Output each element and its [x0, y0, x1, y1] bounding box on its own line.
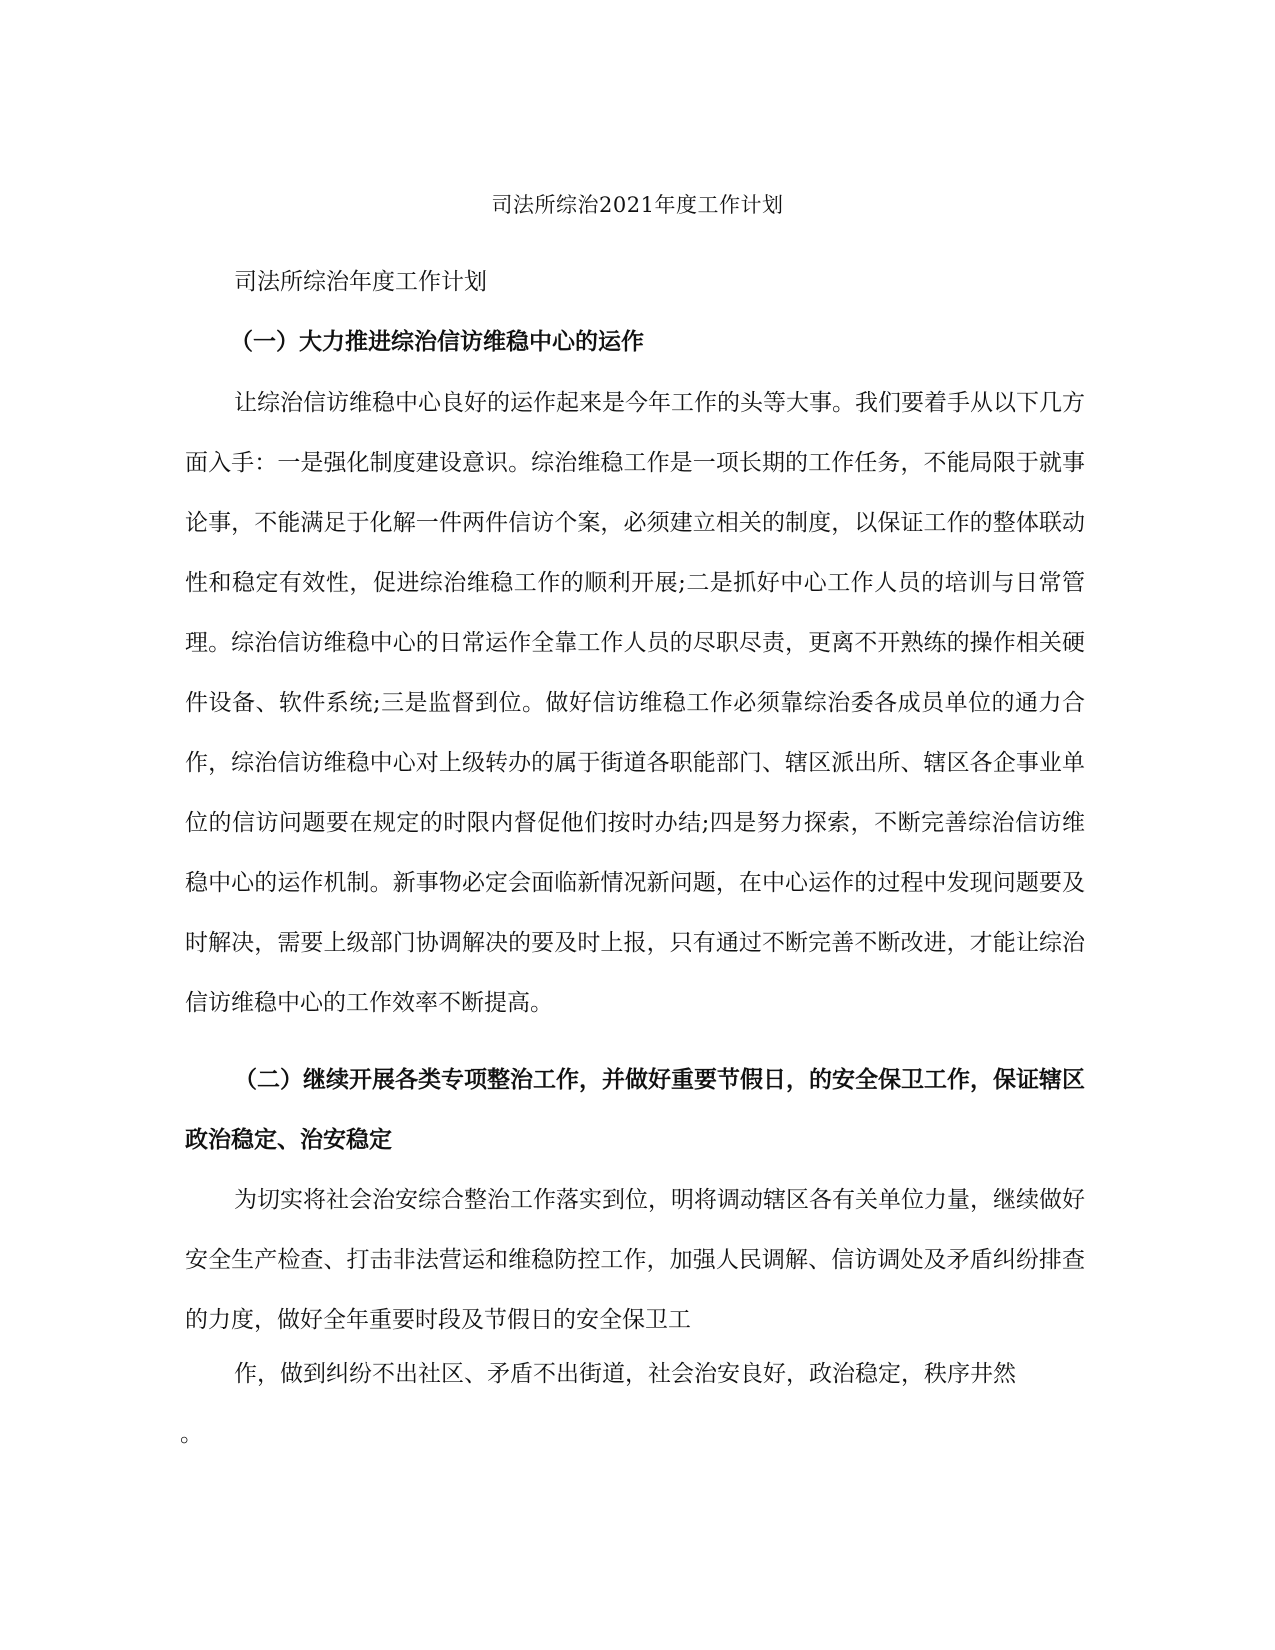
paragraph-3: 作，做到纠纷不出社区、矛盾不出街道，社会治安良好，政治稳定，秩序井然 [234, 1361, 1016, 1387]
section-heading-2: （二）继续开展各类专项整治工作，并做好重要节假日，的安全保卫工作，保证辖区政治稳定、治安稳定 [185, 1066, 1085, 1153]
document-subtitle: 司法所综治年度工作计划 [234, 269, 487, 295]
section-heading-1: （一）大力推进综治信访维稳中心的运作 [230, 328, 644, 355]
paragraph-1: 让综治信访维稳中心良好的运作起来是今年工作的头等大事。我们要着手从以下几方面入手：一是强化制度建设意识。综治维稳工作是一项长期的工作任务，不能局限于就事论事，不能满足于化解一件两件信访个案，必须建立相关的制度，以保证工作的整体联动性和稳定有效性，促进综治维稳工作的顺利开展;二是抓好中心工作人员的培训与日常管理。综治信访维稳中心的日常运作全靠工作人员的尽职尽责，更离不开熟练的操作相关硬件设备、软件系统;三是监督到位。做好信访维稳工作必须靠综治委各成员单位的通力合作，综治信访维稳中心对上级转办的属于街道各职能部门、辖区派出所、辖区各企事业单位的信访问题要在规定的时限内督促他们按时办结;四是努力探索，不断完善综治信访维稳中心的运作机制。新事物必定会面临新情况新问题，在中心运作的过程中发现问题要及时解决，需要上级部门协调解决的要及时上报，只有通过不断完善不断改进，才能让综治信访维稳中心的工作效率不断提高。 [185, 390, 1085, 1016]
document-title: 司法所综治2021年度工作计划 [491, 193, 784, 217]
paragraph-2: 为切实将社会治安综合整治工作落实到位，明将调动辖区各有关单位力量，继续做好安全生产检查、打击非法营运和维稳防控工作，加强人民调解、信访调处及矛盾纠纷排查的力度，做好全年重要时段及节假日的安全保卫工 [185, 1187, 1085, 1333]
paragraph-3-end: 。 [180, 1421, 203, 1447]
